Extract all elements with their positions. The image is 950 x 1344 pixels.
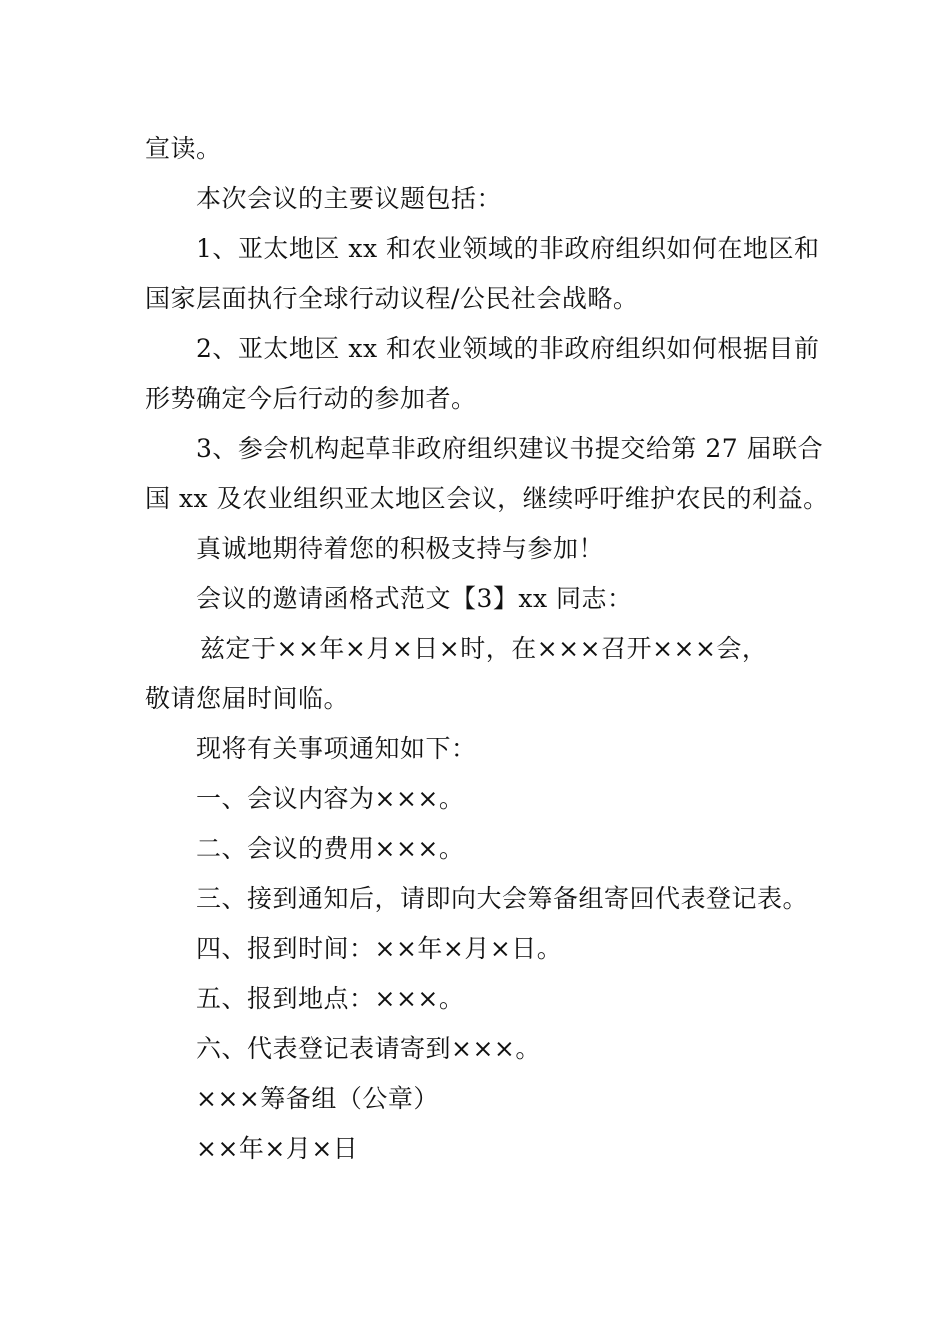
section-heading-sample-3: 会议的邀请函格式范文【3】xx 同志： [196,584,633,613]
agenda-item-2-line-1: 2、亚太地区 xx 和农业领域的非政府组织如何根据目前 [196,334,820,363]
notice-item-4: 四、报到时间：××年×月×日。 [196,934,563,963]
notice-item-6: 六、代表登记表请寄到×××。 [196,1034,541,1063]
signature-date: ××年×月×日 [196,1134,359,1163]
closing-sentence: 真诚地期待着您的积极支持与参加！ [196,534,605,563]
agenda-intro: 本次会议的主要议题包括： [196,184,503,213]
notice-item-5: 五、报到地点：×××。 [196,984,465,1013]
notice-item-2: 二、会议的费用×××。 [196,834,465,863]
agenda-item-1-line-2: 国家层面执行全球行动议程/公民社会战略。 [145,284,639,313]
agenda-item-1-line-1: 1、亚太地区 xx 和农业领域的非政府组织如何在地区和 [196,234,820,263]
invitation-line-1: 兹定于××年×月×日×时，在×××召开×××会， [200,634,768,663]
signature-organizer: ×××筹备组（公章） [196,1084,439,1113]
agenda-item-3-line-1: 3、参会机构起草非政府组织建议书提交给第 27 届联合 [196,434,824,463]
notice-intro: 现将有关事项通知如下： [196,734,477,763]
invitation-line-2: 敬请您届时间临。 [145,684,350,713]
agenda-item-3-line-2: 国 xx 及农业组织亚太地区会议，继续呼吁维护农民的利益。 [145,484,829,513]
agenda-item-2-line-2: 形势确定今后行动的参加者。 [145,384,477,413]
notice-item-3: 三、接到通知后，请即向大会筹备组寄回代表登记表。 [196,884,809,913]
text-line-continuation: 宣读。 [145,134,222,163]
notice-item-1: 一、会议内容为×××。 [196,784,465,813]
